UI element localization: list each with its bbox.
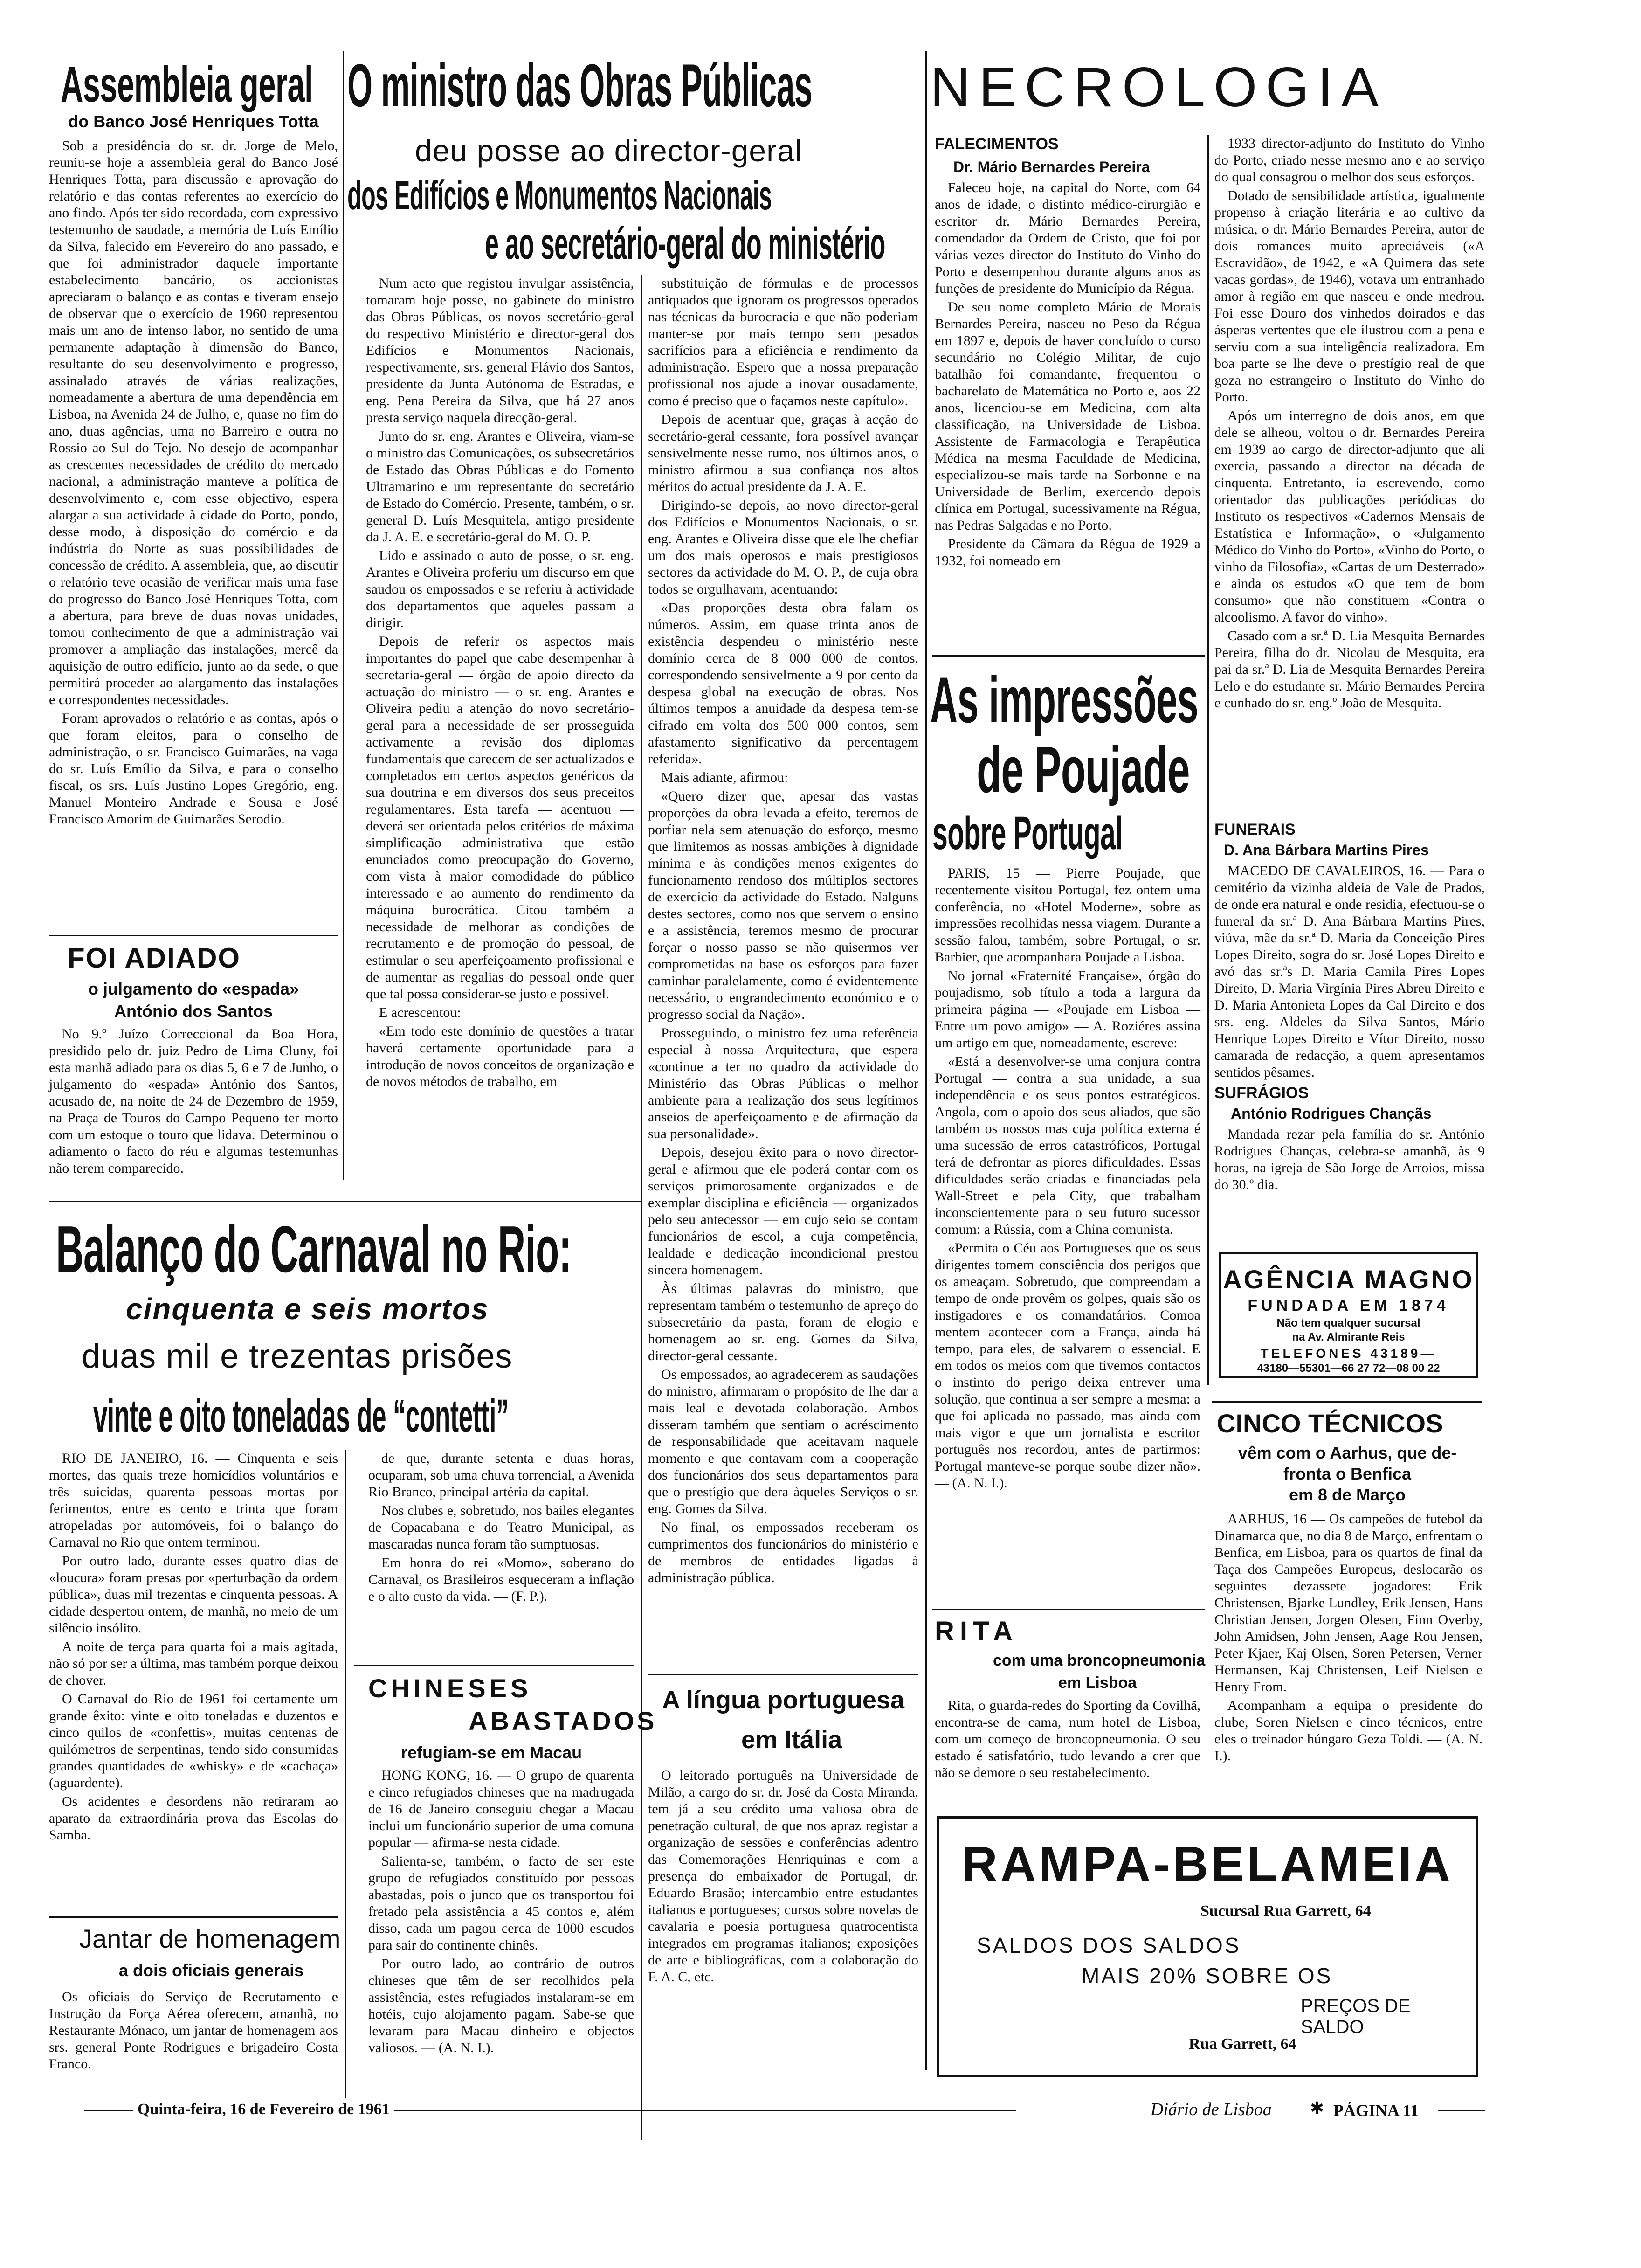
necrologia-body — [935, 180, 1200, 571]
necrologia-name: Dr. Mário Bernardes Pereira — [953, 159, 1150, 175]
jantar-title: Jantar de homenagem — [79, 1924, 341, 1953]
agencia-note: na Av. Almirante Reis — [1292, 1331, 1405, 1343]
adiado-title: FOI ADIADO — [68, 942, 241, 974]
necrologia-paragraph: Após um interregno de dois anos, em que dele se alheou, voltou o dr. Bernardes Pereira em 1939 ao cargo de director-adjunto que ali exercia, passando a director na década de cinquenta. Entretanto, ia escrevendo, como orientador das publicações periódicas do Instituto os respectivos «Cadernos Mensais de Estatística e Informação», o «Julgamento Médico do Vinho do Porto», «Vinho do Porto, o vinho da Filosofia», «Cartas de um Desterrado» e ainda os estudos «O que tem de bom consumo» que não constituem «Contra o alcoolismo. A favor do vinho». — [1214, 408, 1485, 625]
necrologia-paragraph: Casado com a sr.ª D. Lia Mesquita Bernardes Pereira, filha do dr. Nicolau de Mesquita, era pai da sr.ª D. Lia de Mesquita Bernardes Pereira Lelo e do estudante sr. Mário Bernardes Pereira e cunhado do sr. eng.º João de Mesquita. — [1214, 628, 1485, 711]
carnaval-subtitle: vinte e oito toneladas de “contetti” — [93, 1390, 509, 1442]
ministro-paragraph: «Em todo este domínio de questões a tratar haverá certamente oportunidade para a introdução de novos conceitos de organização e de novos métodos de trabalho, em — [366, 1023, 634, 1089]
divider — [648, 1674, 918, 1675]
carnaval-paragraph: A noite de terça para quarta foi a mais agitada, não só por ser a última, mas também porque deixou de chover. — [49, 1639, 338, 1688]
poujade-title: de Poujade — [977, 733, 1190, 806]
necrologia-paragraph: 1933 director-adjunto do Instituto do Vinho do Porto, criado nesse mesmo ano e ao serviço do qual consagrou o melhor dos seus esforços. — [1214, 136, 1485, 185]
divider — [1212, 1401, 1482, 1403]
agencia-magno-ad — [1219, 1252, 1478, 1378]
necrologia-body-continued — [1214, 135, 1485, 713]
rampa-precos: PREÇOS DE SALDO — [1301, 1996, 1411, 2037]
tecnicos-title: CINCO TÉCNICOS — [1217, 1409, 1443, 1438]
carnaval-paragraph: Por outro lado, durante esses quatro dias de «loucura» foram presas por «perturbação da ordem pública», duas mil trezentas e cinquenta pessoas. A cidade despertou ontem, de manhã, no meio de um silêncio insólito. — [49, 1553, 338, 1636]
ministro-paragraph: Dirigindo-se depois, ao novo director-geral dos Edifícios e Monumentos Nacionais, o sr. eng. Arantes e Oliveira disse que ele lhe chefiar um dos mais operosos e mais prestigiosos sectores da actividade do M. O. P., de cuja obra todos se orgulhavam, acentuando: — [648, 498, 918, 597]
chineses-paragraph: HONG KONG, 16. — O grupo de quarenta e cinco refugiados chineses que na madrugada de 16 de Janeiro conseguiu chegar a Macau inclui um funcionário superior de uma comuna popular — afirma-se nesta cidade. — [368, 1768, 634, 1850]
carnaval-subtitle: cinquenta e seis mortos — [126, 1292, 489, 1326]
rita-body — [935, 1697, 1200, 1783]
rampa-mais: MAIS 20% SOBRE OS — [1082, 1964, 1333, 1988]
agencia-title: AGÊNCIA MAGNO — [1223, 1265, 1474, 1294]
ministro-paragraph: Junto do sr. eng. Arantes e Oliveira, viam-se o ministro das Comunicações, os subsecretários de Estado das Obras Públicas e do Fomento Ultramarino e um representante do secretário de Estado do Comércio. Presente, também, o sr. general D. Luís Mesquitela, antigo presidente da J. A. E. e secretário-geral do M. O. P. — [366, 429, 634, 545]
necrologia-title: NECROLOGIA — [930, 56, 1387, 118]
divider — [932, 1609, 1205, 1610]
divider — [49, 1916, 338, 1918]
assembleia-paragraph: Sob a presidência do sr. dr. Jorge de Melo, reuniu-se hoje a assembleia geral do Banco José Henriques Totta, para discussão e aprovação do relatório e das contas referentes ao exercício do ano findo. Após ter sido recordada, com expressivo testemunho de saudade, a memória de Luís Emílio da Silva, falecido em Fevereiro do ano passado, e que foi administrador daquele importante estabelecimento bancário, os accionistas apreciaram o balanço e as contas e tiveram ensejo de observar que o exercício de 1960 representou mais um ano de intenso labor, no sentido de uma permanente adaptação à dimensão do Banco, resultante do seu desenvolvimento e progresso, assinalado através de várias realizações, nomeadamente a abertura de uma dependência em Lisboa, na Avenida 24 de Julho, e, quase no fim do ano, duas agências, uma no Barreiro e outra no Rossio ao Sul do Tejo. No desejo de acompanhar as crescentes necessidades de crédito do mercado nacional, a administração manteve a política de desenvolvimento e, com esse objectivo, espera alargar a sua actividade à cidade do Porto, pondo, desse modo, à disposição do comércio e da indústria do Norte as suas possibilidades de concessão de crédito. A assembleia, que, ao discutir o relatório teve ocasião de verificar mais uma fase do progresso do Banco José Henriques Totta, com a abertura, para breve de duas novas unidades, tomou conhecimento de que a administração vai promover a ampliação das instalações, mercê da aquisição de outro edifício, junto ao da sede, o que permitirá proceder ao alargamento das instalações e correspondentes necessidades. — [49, 138, 338, 707]
lingua-paragraph: O leitorado português na Universidade de Milão, a cargo do sr. dr. José da Costa Miranda, tem já a seu crédito uma valiosa obra de penetração cultural, de que nos apraz registar a organização de sessões e conferências adentro das Comemorações Henriquinas e com a presença do embaixador de Portugal, dr. Eduardo Brasão; intercambio entre estudantes italianos e portugueses; cursos sobre novelas de cavalaria e poesia portuguesa quatrocentista integrados em programas italianos; exposições de arte e bibliográficas, com a colaboração do F. A. C, etc. — [648, 1768, 918, 1984]
agencia-founded: FUNDADA EM 1874 — [1248, 1297, 1449, 1314]
carnaval-paragraph: RIO DE JANEIRO, 16. — Cinquenta e seis mortes, das quais treze homicídios voluntários e três suicidas, quarenta pessoas mortas por ferimentos, entre es cento e trinta que foram atropeladas por automóveis, foi o balanço do Carnaval no Rio que ontem terminou. — [49, 1451, 338, 1550]
column-rule — [345, 1450, 346, 2098]
ministro-paragraph: «Quero dizer que, apesar das vastas proporções da obra levada a efeito, teremos de porfiar nela sem atenuação do esforço, mesmo que limitemos as nossas ambições à dignidade mínima e às condições menos exigentes do funcionamento rendoso dos múltiplos sectores de exercício da actividade do Estado. Nalguns destes sectores, como nos que servem o ensino e a assistência, teremos mesmo de procurar forçar o nosso passo se não quisermos ver comprometidas na base os esforços para fazer caminhar paralelamente, como é evidentemente necessário, o engrandecimento económico e o progresso social da Nação». — [648, 788, 918, 1022]
agencia-note: Não tem qualquer sucursal — [1276, 1317, 1420, 1329]
divider — [354, 1665, 634, 1666]
jantar-paragraph: Os oficiais do Serviço de Recrutamento e Instrução da Força Aérea oferecem, amanhã, no Restaurante Mónaco, um jantar de homenagem aos srs. general Ponte Rodrigues e brigadeiro Costa Franco. — [49, 1989, 338, 2072]
necrologia-paragraph: MACEDO DE CAVALEIROS, 16. — Para o cemitério da vizinha aldeia de Vale de Prados, de onde era natural e onde residia, efectuou-se o funeral da sr.ª D. Ana Bárbara Martins Pires, viúva, mãe da sr.ª D. Maria da Conceição Pires Lopes Direito, sogra do sr. José Lopes Direito e avó das sr.ªs D. Maria Camila Pires Lopes Direito, D. Maria Virgínia Pires Abreu Direito e D. Maria Antonieta Lopes da Cal Direito e dos srs. eng. Aldeles da Silva Santos, Mário Henrique Lopes Direito e Vítor Direito, nosso camarada de redacção, a quem apresentamos sentidos pêsames. — [1214, 863, 1485, 1080]
necrologia-funerais: FUNERAIS — [1214, 821, 1296, 838]
necrologia-name: António Rodrigues Chançãs — [1231, 1105, 1432, 1122]
ministro-subtitle: e ao secretário-geral do ministério — [485, 219, 885, 269]
adiado-subtitle-name: António dos Santos — [114, 1002, 273, 1021]
column-rule — [1207, 135, 1209, 1385]
ministro-paragraph: Depois de acentuar que, graças à acção do secretário-geral cessante, fora possível avançar sensivelmente nesse rumo, nos últimos anos, o ministro afirmou a sua confiança nos altos méritos do actual presidente da J. A. E. — [648, 412, 918, 494]
rampa-title: RAMPA-BELAMEIA — [962, 1837, 1453, 1892]
star-icon: ✱ — [1310, 2099, 1324, 2117]
lingua-body — [648, 1767, 918, 1987]
carnaval-paragraph: O Carnaval do Rio de 1961 foi certamente um grande êxito: vinte e oito toneladas e duzentos e cinco quilos de «confettis», muitas centenas de quilómetros de serpentinas, tendo sido consumidas grandes quantidades de «whisky» e de «cachaça» (aguardente). — [49, 1691, 338, 1791]
ministro-title: O ministro das Obras Públicas — [347, 51, 813, 119]
column-rule — [343, 51, 344, 1180]
ministro-paragraph: substituição de fórmulas e de processos antiquados que ignoram os progressos operados nas técnicas da burocracia e que não poderiam manter-se por mais tempo sem pesados sacrifícios para a eficiência e rendimento da administração. Espero que a nossa preparação profissional nos ajude a inovar ousadamente, como é preciso que o façamos neste capítulo». — [648, 276, 918, 408]
chineses-paragraph: Por outro lado, ao contrário de outros chineses que têm de ser recolhidos pela assistência, estes refugiados instalaram-se em hotéis, cujo alojamento pagam. Sabe-se que levaram para Macau dinheiro e objectos valiosos. — (A. N. I.). — [368, 1956, 634, 2055]
tecnicos-paragraph: Acompanham a equipa o presidente do clube, Soren Nielsen e cinco técnicos, entre eles o treinador húngaro Geza Toldi. — (A. N. I.). — [1214, 1698, 1482, 1763]
carnaval-paragraph: Em honra do rei «Momo», soberano do Carnaval, os Brasileiros esqueceram a inflação e o alto custo da vida. — (F. P.). — [368, 1555, 634, 1604]
poujade-body — [935, 865, 1200, 1494]
rampa-sucursal: Sucursal Rua Garrett, 64 — [1200, 1902, 1371, 1920]
chineses-title: CHINESES — [368, 1673, 532, 1703]
footer-rule — [1438, 2110, 1485, 2111]
tecnicos-subtitle: fronta o Benfica — [1283, 1464, 1412, 1483]
rita-subtitle: em Lisboa — [1058, 1674, 1137, 1692]
tecnicos-subtitle: vêm com o Aarhus, que de- — [1238, 1443, 1457, 1462]
necrologia-paragraph: Mandada rezar pela família do sr. António Rodrigues Chanças, celebra-se amanhã, às 9 horas, na igreja de São Jorge de Arroios, missa do 30.º dia. — [1214, 1127, 1485, 1192]
adiado-paragraph: No 9.º Juízo Correccional da Boa Hora, presidido pelo dr. juiz Pedro de Lima Cluny, foi esta manhã adiado para os dias 5, 6 e 7 de Junho, o julgamento do «espada» António dos Santos, acusado de, na noite de 24 de Dezembro de 1959, na Praça de Touros do Campo Pequeno ter morto com um estoque o touro que lidava. Determinou o adiamento o facto do réu e algumas testemunhas não terem comparecido. — [49, 1026, 338, 1176]
necrologia-paragraph: Dotado de sensibilidade artística, igualmente propenso à criação literária e ao cultivo da música, o dr. Mário Bernardes Pereira, autor de dois romances muito apreciáveis («A Escravidão», de 1942, e «A Quimera das sete vacas gordas», de 1946), votava um entranhado amor à região em que nasceu e onde medrou. Foi esse Douro dos vinhedos doirados e das ásperas vertentes que ele ilustrou com a pena e serviu com a sua inteligência realizadora. Em boa parte se lhe deve o prestígio real de que goza no estrangeiro o Instituto do Vinho do Porto. — [1214, 188, 1485, 405]
adiado-subtitle: o julgamento do «espada» — [88, 979, 299, 998]
necrologia-sufragio-body — [1214, 1126, 1485, 1195]
ministro-paragraph: No final, os empossados receberam os cumprimentos dos funcionários do ministério e de membros de entidades ligadas à administração pública. — [648, 1520, 918, 1585]
ministro-column-1 — [366, 275, 634, 1092]
column-rule — [925, 51, 927, 2070]
agencia-phones: TELEFONES 43189— — [1260, 1346, 1437, 1361]
tecnicos-body — [1214, 1511, 1482, 1766]
poujade-paragraph: «Está a desenvolver-se uma conjura contra Portugal — contra a sua unidade, a sua independência e os seus pontos estratégicos. Angola, com o apoio dos seus aliados, que são também os nossos mas cuja política externa é uma sucessão de erros catastróficos, Portugal terá de defrontar as piores dificuldades. Essas dificuldades serão criadas e financiadas pela Wall-Street e pela City, que trabalham inconscientemente para o seu futuro sucessor comum: a Rússia, com a China comunista. — [935, 1054, 1200, 1237]
rita-title: RITA — [935, 1616, 1019, 1646]
ministro-paragraph: Depois de referir os aspectos mais importantes do papel que cabe desempenhar à secretaria-geral — órgão de apoio directo da actuação do ministro — o sr. eng. Arantes e Oliveira pediu a atenção do novo secretário-geral para a necessidade de ser prosseguida activamente a revisão dos diplomas fundamentais que carecem de ser actualizados e completados em certos aspectos genéricos da sua doutrina e em diversos dos seus preceitos regulamentares. Esta tarefa — acentuou — deverá ser orientada pelos critérios de máxima simplificação administrativa que estão enunciados como preocupação do Governo, com vista à maior comodidade do público interessado e ao aumento do rendimento da máquina burocrática. Citou também a necessidade de melhorar as condições de recrutamento e de promoção do pessoal, de estimular o seu aperfeiçoamento profissional e de aumentar as regalias do pessoal onde quer que tal possa considerar-se justo e possível. — [366, 634, 634, 1002]
footer-date: Quinta-feira, 16 de Fevereiro de 1961 — [133, 2101, 394, 2118]
poujade-title: As impressões — [930, 663, 1199, 736]
poujade-paragraph: PARIS, 15 — Pierre Poujade, que recentemente visitou Portugal, fez ontem uma conferência, no «Hotel Moderne», sobre as impressões recolhidas nessa viagem. Durante a sessão falou, também, sobre Portugal, o sr. Barbier, que acompanhara Poujade a Lisboa. — [935, 865, 1200, 965]
necrologia-sufragios: SUFRÁGIOS — [1214, 1084, 1309, 1102]
jantar-subtitle: a dois oficiais generais — [119, 1961, 304, 1980]
carnaval-paragraph: Nos clubes e, sobretudo, nos bailes elegantes de Copacabana e do Teatro Municipal, as mascaradas nunca foram tão sumptuosas. — [368, 1503, 634, 1552]
poujade-paragraph: «Permita o Céu aos Portugueses que os seus dirigentes tomem consciência dos perigos que os ameaçam. Sobretudo, que compreendam a tempo de onde provêm os golpes, quais são os instigadores e os comandatários. Comoa mentem acontecer com a França, ainda há tempo, para eles, de salvarem o essencial. E em todos os meios com que tivemos contactos o instinto do perigo deixa entrever uma solução, que continua a ser sempre a mesma: a que foi aplicada no passado, mas ainda com mais vigor e que um jornalista e escritor português nos recordou, antes de partirmos: Portugal manteve-se porque soube dizer não». — (A. N. I.). — [935, 1240, 1200, 1491]
rampa-saldos: SALDOS DOS SALDOS — [977, 1933, 1241, 1957]
ministro-paragraph: «Das proporções desta obra falam os números. Assim, em quase trinta anos de existência despendeu o ministério neste domínio cerca de 8 000 000 de contos, correspondendo sensivelmente a 9 por cento da despesa global na execução de obras. Nos últimos tempos a anuidade da despesa tem-se cifrado em volta dos 500 000 contos, sem afastamento significativo da percentagem referida». — [648, 600, 918, 767]
ministro-paragraph: Prosseguindo, o ministro fez uma referência especial à nossa Arquitectura, que espera «continue a ter no quadro da actividade do Ministério das Obras Públicas o melhor ambiente para a realização dos seus legítimos anseios de aperfeiçoamento e de afirmação da sua personalidade». — [648, 1025, 918, 1141]
divider — [49, 1201, 641, 1202]
carnaval-column-1 — [49, 1450, 338, 1846]
necrologia-funeral-body — [1214, 863, 1485, 1083]
ministro-column-2 — [648, 275, 918, 1588]
ministro-subtitle: deu posse ao director-geral — [415, 133, 802, 168]
chineses-title: ABASTADOS — [469, 1706, 657, 1736]
adiado-body — [49, 1026, 338, 1179]
necrologia-paragraph: Presidente da Câmara da Régua de 1929 a 1932, foi nomeado em — [935, 536, 1200, 568]
jantar-body — [49, 1989, 338, 2074]
chineses-subtitle: refugiam-se em Macau — [401, 1743, 582, 1762]
chineses-body — [368, 1767, 634, 2058]
carnaval-paragraph: de que, durante setenta e duas horas, ocuparam, sob uma chuva torrencial, a Avenida Rio Branco, principal artéria da capital. — [368, 1451, 634, 1500]
ministro-paragraph: Às últimas palavras do ministro, que representam também o testemunho de apreço do subsecretário da pasta, foram de elogio e homenagem ao sr. eng. Gomes da Silva, director-geral cessante. — [648, 1281, 918, 1363]
assembleia-title: Assembleia geral — [61, 56, 313, 112]
agencia-phones: 43180—55301—66 27 72—08 00 22 — [1257, 1362, 1440, 1375]
carnaval-subtitle: duas mil e trezentas prisões — [82, 1338, 513, 1375]
ministro-paragraph: Mais adiante, afirmou: — [661, 770, 788, 785]
ministro-paragraph: Os empossados, ao agradecerem as saudações do ministro, afirmaram o propósito de lhe dar a mais leal e devotada colaboração. Ambos disseram também que sentiam o acréscimento de responsabilidade que aceitavam naquele momento e que contavam com a cooperação dos funcionários dos seus departamentos para que o prestígio que dera àqueles Serviços o sr. eng. Gomes da Silva. — [648, 1367, 918, 1516]
lingua-title: A língua portuguesa — [662, 1686, 905, 1714]
footer-paper-name: Diário de Lisboa — [1147, 2099, 1276, 2120]
tecnicos-subtitle: em 8 de Março — [1289, 1485, 1406, 1504]
necrologia-name: D. Ana Bárbara Martins Pires — [1224, 842, 1429, 858]
footer-page-number: PÁGINA 11 — [1333, 2101, 1419, 2120]
assembleia-body — [49, 138, 338, 830]
poujade-title: sobre Portugal — [932, 807, 1123, 859]
ministro-paragraph: Depois, desejou êxito para o novo director-geral e afirmou que ele poderá contar com os serviços primorosamente organizados e de exemplar disciplina e eficiência — organizados pelo seu antecessor — em cujo seio se contam funcionários de escol, a cuja competência, lealdade e dedicação incondicional prestou sincera homenagem. — [648, 1145, 918, 1278]
divider — [49, 935, 338, 936]
ministro-paragraph: Num acto que registou invulgar assistência, tomaram hoje posse, no gabinete do ministro das Obras Públicas, os novos secretário-geral do respectivo Ministério e director-geral dos Edifícios e Monumentos Nacionais, respectivamente, srs. general Flávio dos Santos, presidente da Junta Autónoma de Estradas, e eng. Pena Pereira da Silva, que há 27 anos presta serviço naquela direcção-geral. — [366, 276, 634, 425]
necrologia-paragraph: De seu nome completo Mário de Morais Bernardes Pereira, nasceu no Peso da Régua em 1897 e, depois de haver concluído o curso secundário no Colégio Militar, de cujo batalhão foi comandante, frequentou o bacharelato de Matemática no Porto e, aos 22 anos, licenciou-se em Medicina, com alta classificação, na Universidade de Lisboa. Assistente de Farmacologia e Terapêutica Médica na mesma Faculdade de Medicina, especializou-se mais tarde na Sorbonne e na Universidade de Berlim, exercendo depois clínica em Portugal, sucessivamente na Régua, nas Pedras Salgadas e no Porto. — [935, 299, 1200, 533]
assembleia-paragraph: Foram aprovados o relatório e as contas, após o que foram eleitos, para o conselho de administração, o sr. Francisco Guimarães, na vaga do sr. Luís Emílio da Silva, e para o conselho fiscal, os srs. Luís Justino Lopes Gregório, eng. Manuel Monteiro Andrade e Sousa e José Francisco Amorim de Guimarães Serodio. — [49, 711, 338, 827]
necrologia-falecimentos: FALECIMENTOS — [935, 135, 1059, 153]
rampa-address: Rua Garrett, 64 — [1189, 2035, 1296, 2053]
carnaval-title: Balanço do Carnaval no Rio: — [56, 1212, 572, 1286]
ministro-paragraph: E acrescentou: — [379, 1005, 461, 1020]
ministro-subtitle: dos Edifícios e Monumentos Nacionais — [347, 172, 772, 218]
lingua-title: em Itália — [741, 1726, 842, 1754]
poujade-paragraph: No jornal «Fraternité Française», órgão do poujadismo, sob título a toda a largura da primeira página — «Poujade em Lisboa — Entre um povo amigo» — A. Roziéres assina um artigo em que, nomeadamente, escreve: — [935, 968, 1200, 1051]
rampa-belameia-ad — [937, 1816, 1478, 2077]
carnaval-paragraph: Os acidentes e desordens não retiraram ao aparato da extraordinária prova das Escolas do Samba. — [49, 1794, 338, 1843]
rita-subtitle: com uma broncopneumonia — [993, 1652, 1206, 1669]
tecnicos-paragraph: AARHUS, 16 — Os campeões de futebol da Dinamarca que, no dia 8 de Março, enfrentam o Benfica, em Lisboa, para os quartos de final da Taça dos Campeões Europeus, deslocarão os seguintes dezassete jogadores: Erik Christensen, Bjarke Lundley, Erik Jensen, Hans Christian Jensen, Jorgen Olesen, Finn Overby, John Amidsen, John Jensen, Aage Rou Jensen, Peter Kjaer, Kaj Olsen, Soren Petersen, Verner Hermansen, Kaj Christensen, Leif Nielsen e Henry From. — [1214, 1511, 1482, 1694]
divider — [932, 655, 1205, 657]
assembleia-subtitle: do Banco José Henriques Totta — [68, 112, 319, 131]
carnaval-column-2 — [368, 1450, 634, 1607]
column-rule — [641, 275, 642, 2140]
chineses-paragraph: Salienta-se, também, o facto de ser este grupo de refugiados constituído por pessoas abastadas, pois o junco que os transportou foi fretado pela assistência a 45 contos e, além disso, cada um pagou cerca de 1000 escudos para sair do continente chinês. — [368, 1853, 634, 1953]
ministro-paragraph: Lido e assinado o auto de posse, o sr. eng. Arantes e Oliveira proferiu um discurso em que saudou os empossados e se referiu à actividade dos departamentos que aqueles passam a dirigir. — [366, 548, 634, 630]
necrologia-paragraph: Faleceu hoje, na capital do Norte, com 64 anos de idade, o distinto médico-cirurgião e escritor dr. Mário Bernardes Pereira, comendador da Ordem de Cristo, que foi por várias vezes director do Instituto do Vinho do Porto e desempenhou durante alguns anos as funções de presidente do Município da Régua. — [935, 180, 1200, 296]
rita-paragraph: Rita, o guarda-redes do Sporting da Covilhã, encontra-se de cama, num hotel de Lisboa, com um começo de broncopneumonia. O seu estado é satisfatório, tudo levando a crer que não se demore o seu restabelecimento. — [935, 1698, 1200, 1780]
